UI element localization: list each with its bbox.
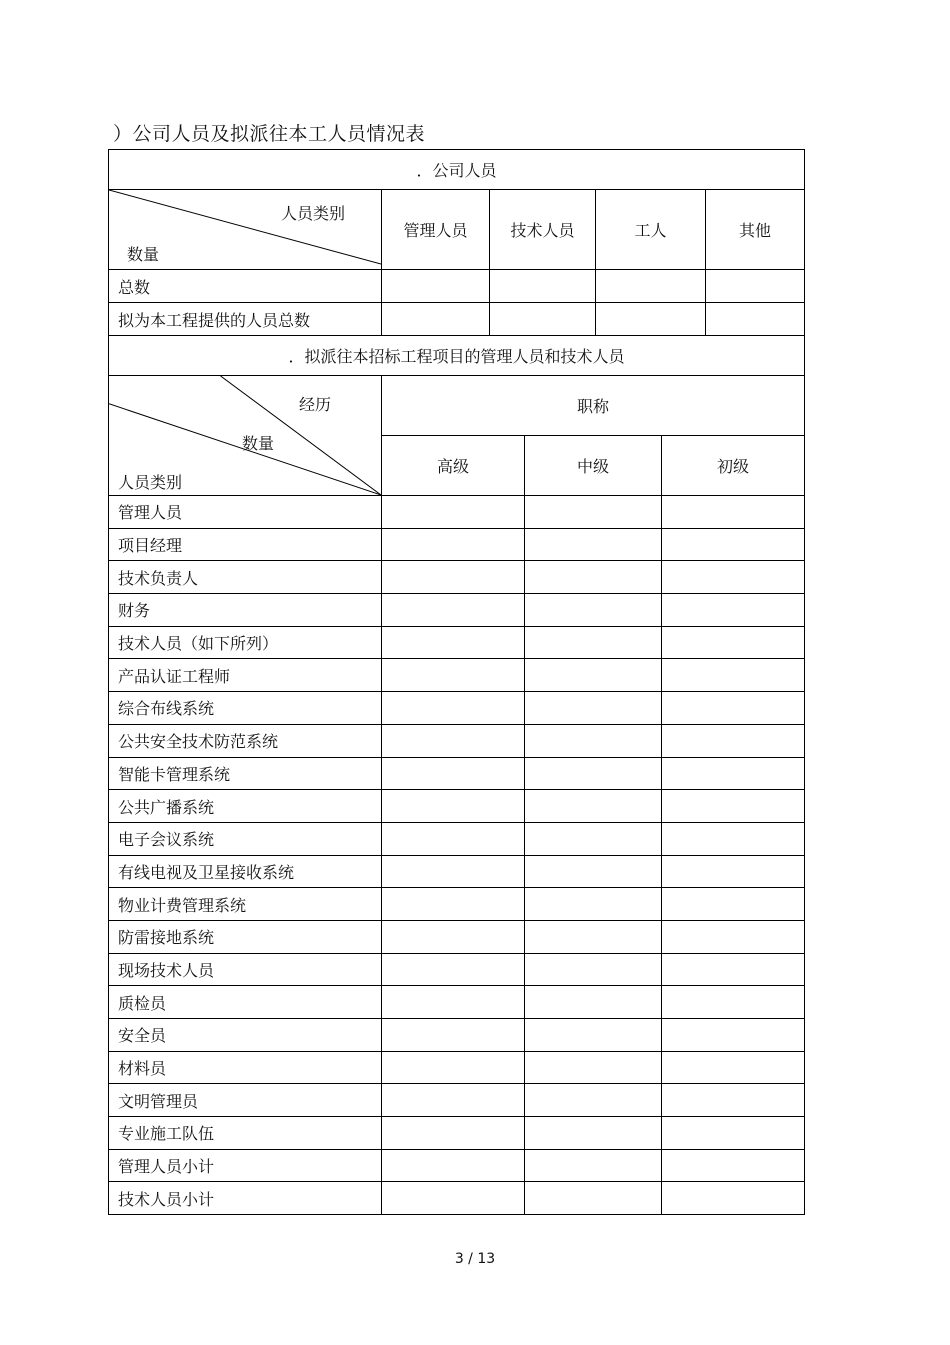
table-cell[interactable] — [382, 1051, 525, 1084]
section2-row-label: 管理人员 — [109, 496, 382, 529]
table-cell[interactable] — [525, 626, 662, 659]
section2-row-label: 质检员 — [109, 986, 382, 1019]
table-cell[interactable] — [525, 692, 662, 725]
section2-row-label: 文明管理员 — [109, 1084, 382, 1117]
table-cell[interactable] — [525, 1051, 662, 1084]
table-cell[interactable] — [382, 790, 525, 823]
table-cell[interactable] — [525, 1084, 662, 1117]
section1-col-0: 管理人员 — [382, 190, 490, 270]
table-cell[interactable] — [662, 790, 805, 823]
table-cell[interactable] — [525, 594, 662, 627]
table-cell[interactable] — [382, 528, 525, 561]
table-cell[interactable] — [382, 496, 525, 529]
section2-row-label: 技术人员（如下所列） — [109, 626, 382, 659]
table-cell[interactable] — [525, 1149, 662, 1182]
table-cell[interactable] — [525, 757, 662, 790]
table-cell[interactable] — [382, 303, 490, 336]
table-cell[interactable] — [662, 757, 805, 790]
section2-row-label: 电子会议系统 — [109, 822, 382, 855]
table-cell[interactable] — [382, 1084, 525, 1117]
section2-row-label: 防雷接地系统 — [109, 920, 382, 953]
table-cell[interactable] — [525, 790, 662, 823]
table-cell[interactable] — [525, 822, 662, 855]
table-cell[interactable] — [706, 270, 805, 303]
section2-row-label: 财务 — [109, 594, 382, 627]
table-cell[interactable] — [525, 888, 662, 921]
section1-col-1: 技术人员 — [490, 190, 596, 270]
table-cell[interactable] — [662, 953, 805, 986]
table-cell[interactable] — [382, 561, 525, 594]
table-cell[interactable] — [525, 1019, 662, 1052]
table-cell[interactable] — [662, 626, 805, 659]
table-cell[interactable] — [382, 659, 525, 692]
section2-row-label: 安全员 — [109, 1019, 382, 1052]
table-cell[interactable] — [662, 724, 805, 757]
table-cell[interactable] — [525, 561, 662, 594]
section2-row-label: 产品认证工程师 — [109, 659, 382, 692]
table-cell[interactable] — [382, 724, 525, 757]
section2-col-2: 初级 — [662, 436, 805, 496]
table-cell[interactable] — [525, 953, 662, 986]
section2-row-label: 专业施工队伍 — [109, 1117, 382, 1150]
table-cell[interactable] — [662, 1084, 805, 1117]
section2-row-label: 公共广播系统 — [109, 790, 382, 823]
table-cell[interactable] — [596, 303, 706, 336]
section2-row-label: 管理人员小计 — [109, 1149, 382, 1182]
table-cell[interactable] — [382, 757, 525, 790]
table-cell[interactable] — [525, 855, 662, 888]
table-cell[interactable] — [525, 920, 662, 953]
section2-header: ．拟派往本招标工程项目的管理人员和技术人员 — [109, 336, 805, 376]
section2-corner-cell — [109, 376, 382, 496]
section1-col-3: 其他 — [706, 190, 805, 270]
table-cell[interactable] — [382, 920, 525, 953]
table-cell[interactable] — [525, 724, 662, 757]
section1-corner-top: 人员类别 — [281, 204, 346, 223]
section2-group-label: 职称 — [382, 376, 805, 436]
table-cell[interactable] — [706, 303, 805, 336]
section2-row-label: 技术人员小计 — [109, 1182, 382, 1215]
table-cell[interactable] — [662, 888, 805, 921]
section2-corner-bottom: 人员类别 — [118, 473, 183, 492]
table-cell[interactable] — [662, 822, 805, 855]
table-cell[interactable] — [382, 270, 490, 303]
table-cell[interactable] — [382, 594, 525, 627]
section2-row-label: 项目经理 — [109, 528, 382, 561]
section2-col-1: 中级 — [525, 436, 662, 496]
section1-corner-cell — [109, 190, 382, 270]
table-cell[interactable] — [382, 692, 525, 725]
section2-row-label: 公共安全技术防范系统 — [109, 724, 382, 757]
table-cell[interactable] — [525, 1182, 662, 1215]
section2-corner-mid: 数量 — [242, 434, 275, 453]
page-number: 3 / 13 — [454, 1251, 496, 1267]
table-cell[interactable] — [662, 496, 805, 529]
section1-row-label: 总数 — [109, 270, 382, 303]
table-cell[interactable] — [525, 1117, 662, 1150]
table-cell[interactable] — [662, 1117, 805, 1150]
section2-row-label: 材料员 — [109, 1051, 382, 1084]
table-cell[interactable] — [382, 986, 525, 1019]
table-cell[interactable] — [662, 594, 805, 627]
table-cell[interactable] — [382, 855, 525, 888]
section2-row-label: 智能卡管理系统 — [109, 757, 382, 790]
table-cell[interactable] — [382, 1149, 525, 1182]
table-cell[interactable] — [382, 888, 525, 921]
table-cell[interactable] — [662, 659, 805, 692]
table-cell[interactable] — [662, 1019, 805, 1052]
page-title: ）公司人员及拟派往本工人员情况表 — [113, 123, 426, 145]
table-cell[interactable] — [662, 692, 805, 725]
section2-col-0: 高级 — [382, 436, 525, 496]
table-cell[interactable] — [525, 496, 662, 529]
table-cell[interactable] — [382, 822, 525, 855]
table-cell[interactable] — [662, 920, 805, 953]
table-cell[interactable] — [662, 1149, 805, 1182]
table-cell[interactable] — [596, 270, 706, 303]
table-cell[interactable] — [662, 855, 805, 888]
table-cell[interactable] — [662, 528, 805, 561]
table-cell[interactable] — [382, 953, 525, 986]
table-cell[interactable] — [525, 986, 662, 1019]
table-cell[interactable] — [382, 1019, 525, 1052]
table-cell[interactable] — [525, 528, 662, 561]
table-cell[interactable] — [662, 986, 805, 1019]
section1-col-2: 工人 — [596, 190, 706, 270]
section2-row-label: 物业计费管理系统 — [109, 888, 382, 921]
table-cell[interactable] — [662, 561, 805, 594]
table-cell[interactable] — [490, 270, 596, 303]
section2-row-label: 技术负责人 — [109, 561, 382, 594]
section1-header: ．公司人员 — [109, 150, 805, 190]
personnel-table — [108, 149, 805, 1215]
section1-row-label: 拟为本工程提供的人员总数 — [109, 303, 382, 336]
table-cell[interactable] — [662, 1051, 805, 1084]
table-cell[interactable] — [382, 1182, 525, 1215]
section2-row-label: 现场技术人员 — [109, 953, 382, 986]
table-cell[interactable] — [382, 626, 525, 659]
table-cell[interactable] — [525, 659, 662, 692]
section2-corner-top: 经历 — [299, 395, 332, 414]
table-cell[interactable] — [382, 1117, 525, 1150]
table-cell[interactable] — [662, 1182, 805, 1215]
table-cell[interactable] — [490, 303, 596, 336]
section2-row-label: 有线电视及卫星接收系统 — [109, 855, 382, 888]
section1-corner-bottom: 数量 — [127, 245, 160, 264]
section2-row-label: 综合布线系统 — [109, 692, 382, 725]
